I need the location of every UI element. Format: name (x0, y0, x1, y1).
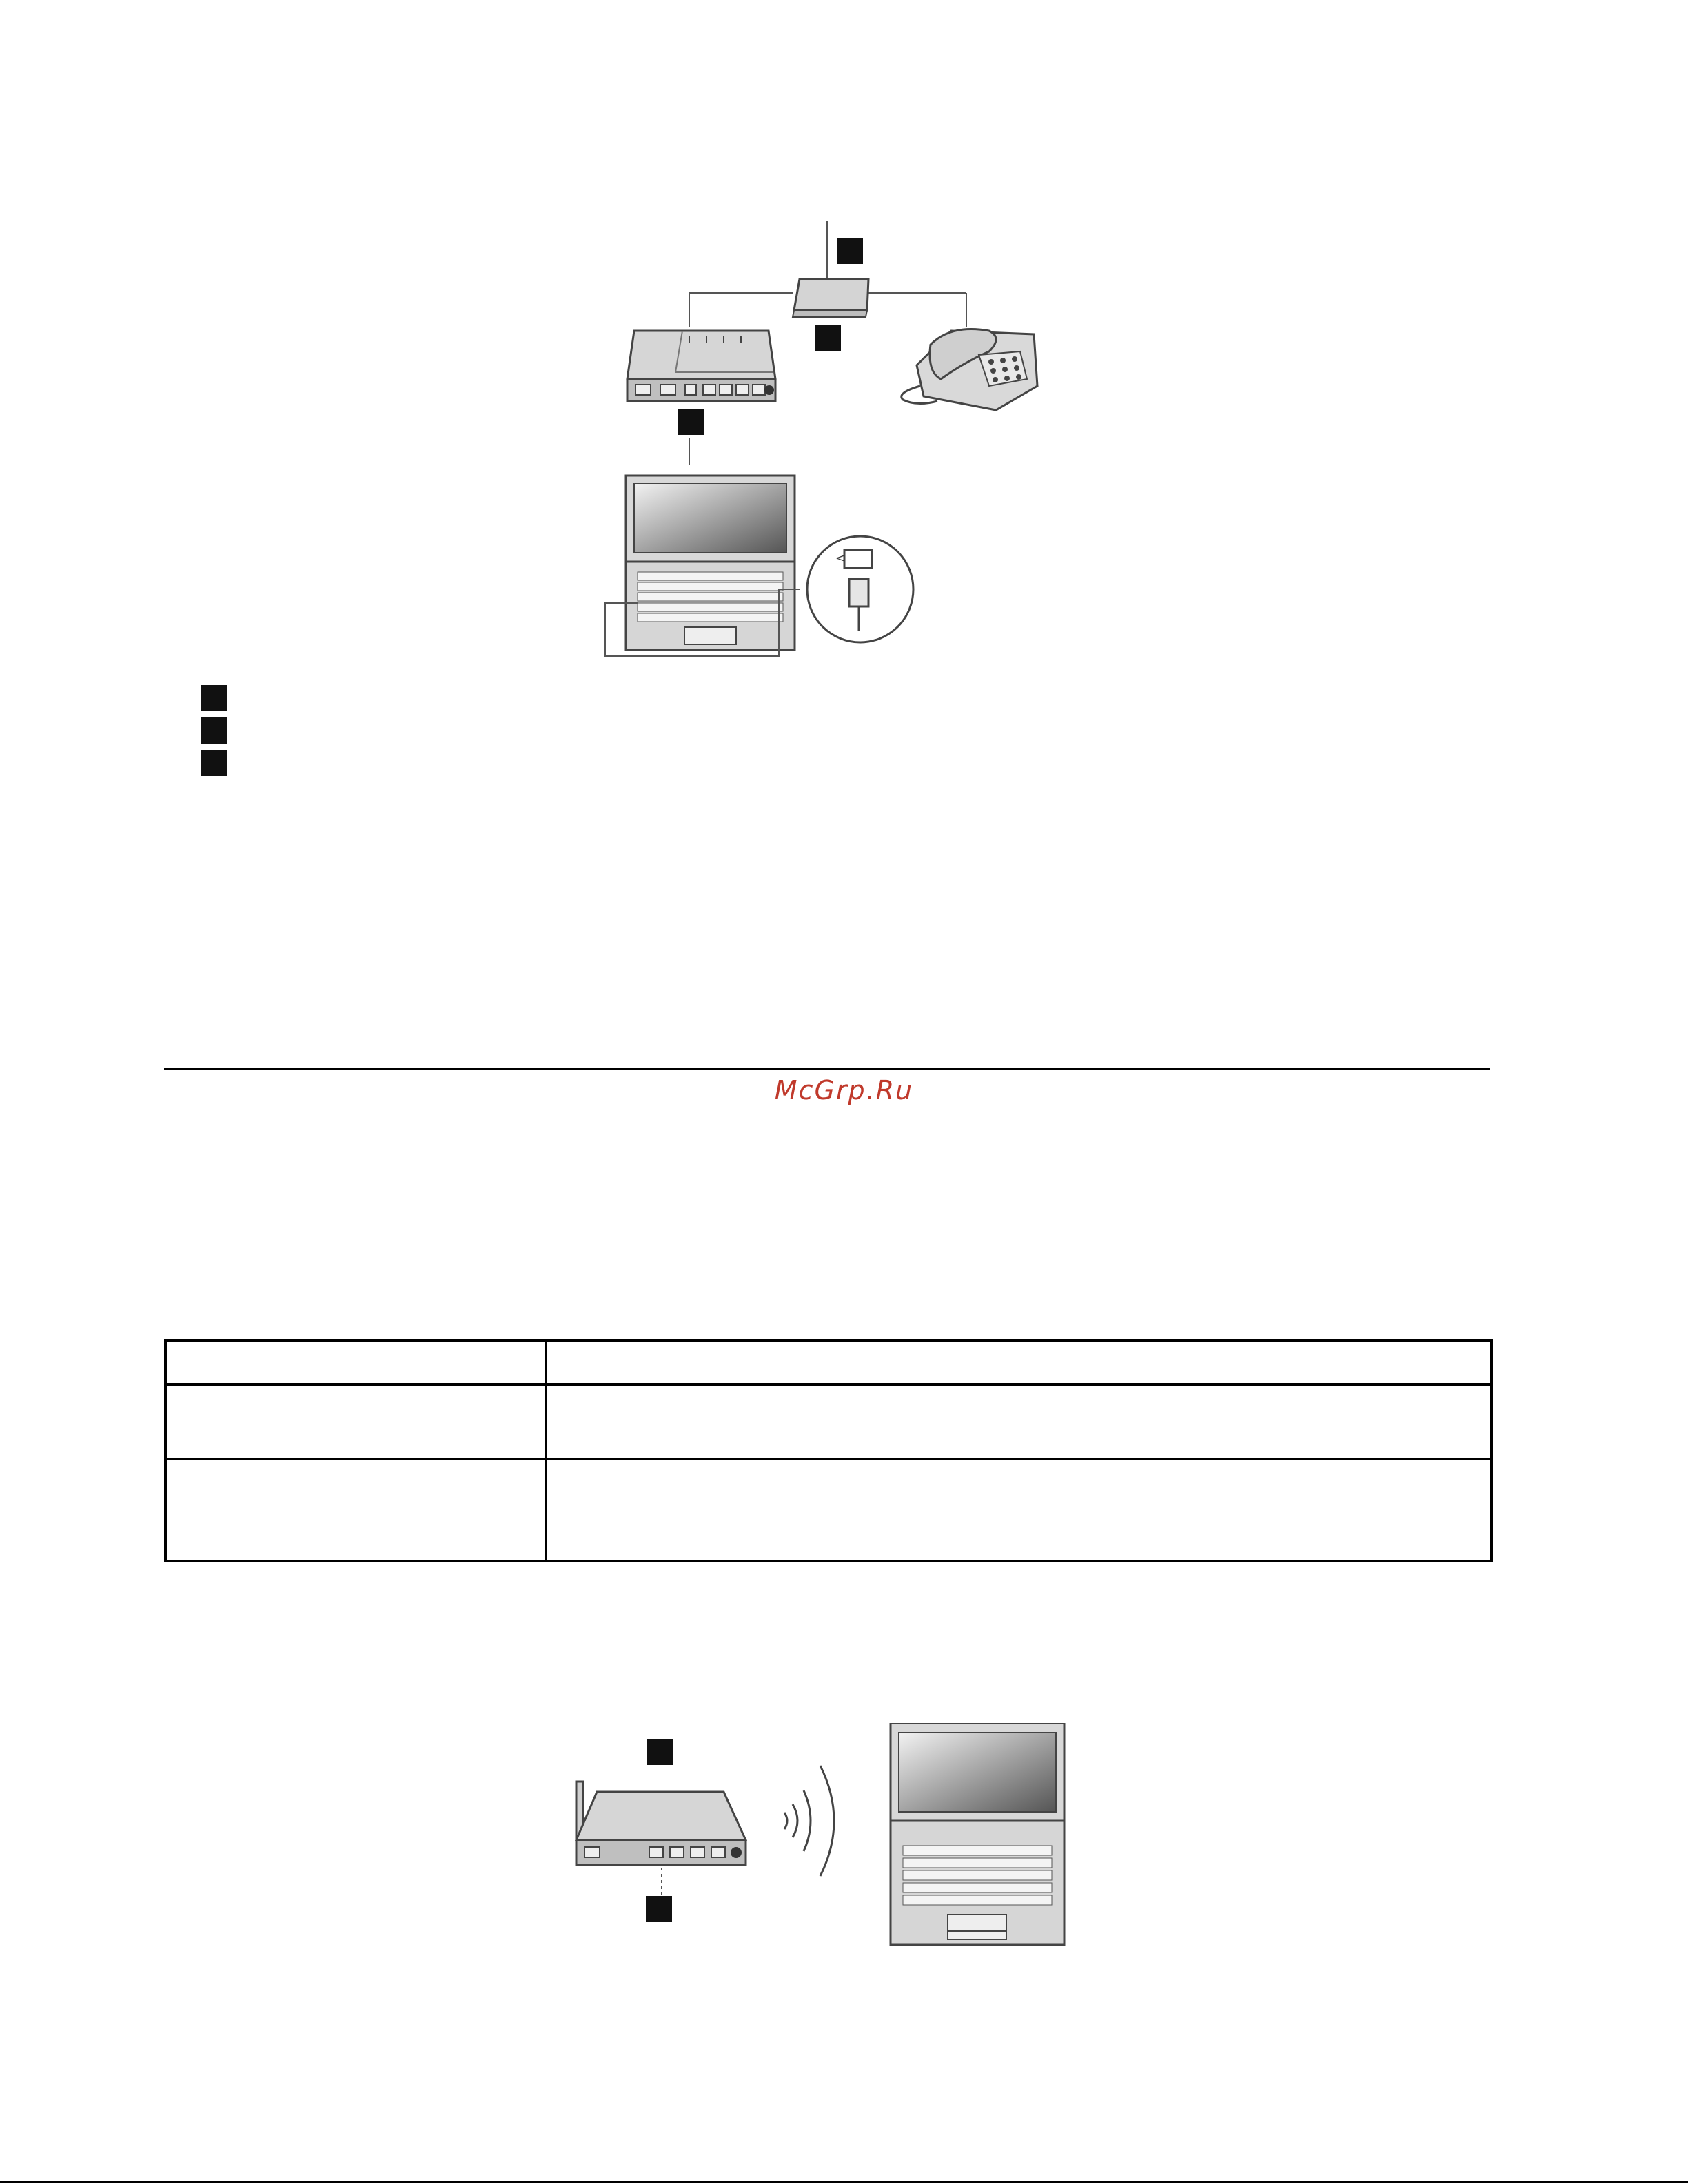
table-cell (546, 1340, 1492, 1385)
table-row (165, 1385, 1492, 1459)
table-cell (165, 1340, 546, 1385)
callout-marker (815, 325, 841, 351)
wireless-network-diagram (565, 1723, 1082, 1978)
callout-marker (646, 1896, 672, 1922)
dsl-splitter-icon (793, 279, 868, 317)
watermark: McGrp.Ru (774, 1075, 914, 1105)
callout-marker (647, 1739, 673, 1765)
dsl-modem-icon (627, 331, 775, 401)
table-cell (546, 1385, 1492, 1459)
table-cell (165, 1459, 546, 1561)
info-table (164, 1339, 1493, 1562)
page-bottom-rule (0, 2181, 1688, 2183)
telephone-icon (902, 329, 1037, 411)
table-cell (165, 1385, 546, 1459)
laptop-icon (891, 1723, 1064, 1945)
svg-text:<: < (835, 551, 845, 564)
legend-callout (201, 750, 227, 776)
wireless-router-icon (576, 1782, 746, 1865)
table-cell (546, 1459, 1492, 1561)
wireless-signal-icon (784, 1766, 834, 1876)
callout-marker (678, 409, 704, 435)
section-divider (164, 1068, 1490, 1070)
callout-marker (837, 238, 863, 264)
legend-callout (201, 685, 227, 711)
table-row (165, 1459, 1492, 1561)
legend-callout (201, 717, 227, 744)
table-row (165, 1340, 1492, 1385)
laptop-icon (626, 476, 795, 650)
wired-network-diagram (593, 214, 1061, 669)
